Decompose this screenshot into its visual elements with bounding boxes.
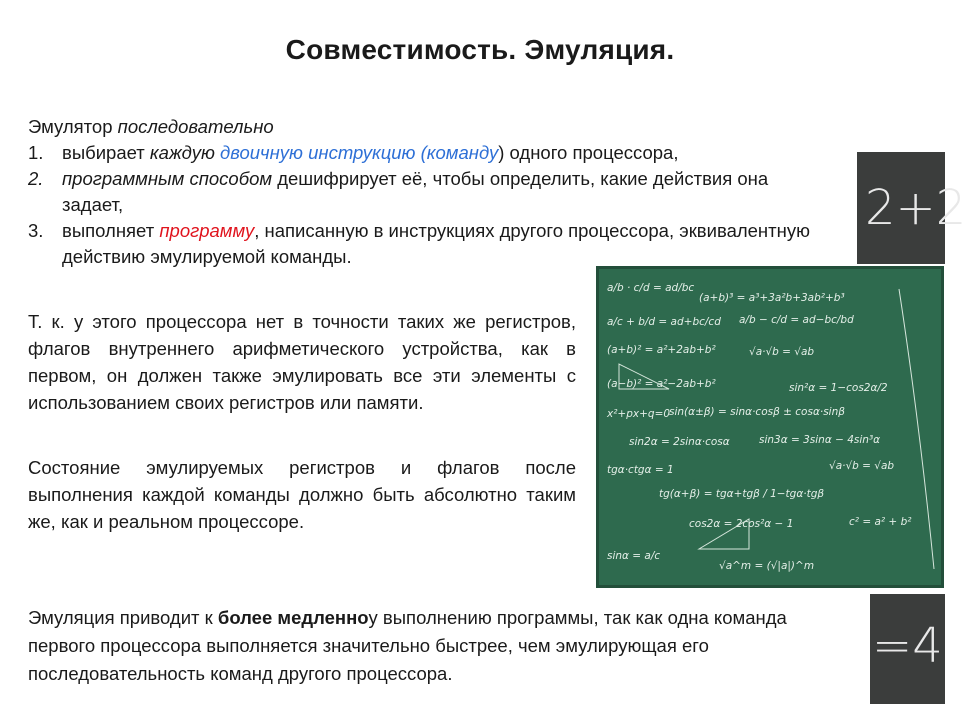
chalk-formula: a/c + b/d = ad+bc/cd [607, 316, 721, 328]
highlight-instruction: двоичную инструкцию (команду [220, 142, 499, 163]
chalk-formula: (a+b)² = a²+2ab+b² [607, 344, 716, 356]
chalk-text-top: 2+2 [865, 180, 966, 236]
chalk-formula: tgα·ctgα = 1 [607, 464, 674, 476]
chalk-formula: sin²α = 1−cos2α/2 [789, 382, 888, 394]
chalk-formula: √a·√b = √ab [749, 346, 815, 358]
chalk-formula: sinα = a/c [607, 550, 661, 562]
chalk-formula: √a·√b = √ab [829, 460, 895, 472]
highlight-program: программу [159, 220, 255, 241]
chalk-formula: (a−b)² = a²−2ab+b² [607, 378, 716, 390]
chalk-formula: a/b · c/d = ad/bc [607, 282, 695, 294]
chalk-formula: a/b − c/d = ad−bc/bd [739, 314, 854, 326]
step-2: 2. программным способом дешифрирует её, чтобы определить, какие действия она задает, [28, 168, 769, 215]
paragraph-state: Состояние эмулируемых регистров и флагов после выполнения каждой команды должно быть абсолютно таким же, как и реальном процессоре. [28, 457, 576, 532]
steps-list [28, 140, 828, 270]
chalk-text-bottom: =4 [872, 618, 943, 674]
intro-lead: Эмулятор последовательно [28, 116, 274, 137]
formula-chalkboard-drawing [599, 269, 941, 585]
chalkboard-image-top [857, 152, 966, 264]
bottom-note: Эмуляция приводит к более медленноу выполнению программы, так как одна команда первого процессора выполняется значительно быстрее, чем эмулирующая его последовательность команд другого процессора. [28, 607, 787, 684]
step-1: 1. выбирает каждую двоичную инструкцию (команду) одного процессора, [28, 140, 828, 166]
chalk-formula: √a^m = (√|a|)^m [719, 560, 815, 572]
chalk-formula: sin(α±β) = sinα·cosβ ± cosα·sinβ [669, 406, 845, 418]
chalk-formula: sin2α = 2sinα·cosα [629, 436, 730, 448]
chalk-formula: sin3α = 3sinα − 4sin³α [759, 434, 881, 446]
intro-block [28, 114, 828, 270]
paragraph-registers: Т. к. у этого процессора нет в точности таких же регистров, флагов внутреннего арифметического устройства, как в первом, он должен также эмулировать все эти элементы с использованием своих регистров или памяти. [28, 311, 576, 413]
bold-phrase: более медленно [217, 607, 369, 628]
step-number: 2. [28, 168, 44, 189]
chalk-formula: c² = a² + b² [849, 516, 912, 528]
chalk-formula: tg(α+β) = tgα+tgβ / 1−tgα·tgβ [659, 488, 825, 500]
step-3: 3. выполняет программу, написанную в инструкциях другого процессора, эквивалентную действию эмулируемой команды. [28, 220, 810, 267]
step-number: 1. [28, 142, 44, 163]
slide-title: Совместимость. Эмуляция. [285, 34, 675, 65]
chalk-formula: cos2α = 2cos²α − 1 [689, 518, 794, 530]
chalk-formula: x²+px+q=0 [607, 408, 671, 420]
chalk-formula: (a+b)³ = a³+3a²b+3ab²+b³ [699, 292, 845, 304]
formula-chalkboard-image [596, 266, 944, 588]
step-number: 3. [28, 220, 44, 241]
chalkboard-image-bottom [870, 594, 945, 704]
